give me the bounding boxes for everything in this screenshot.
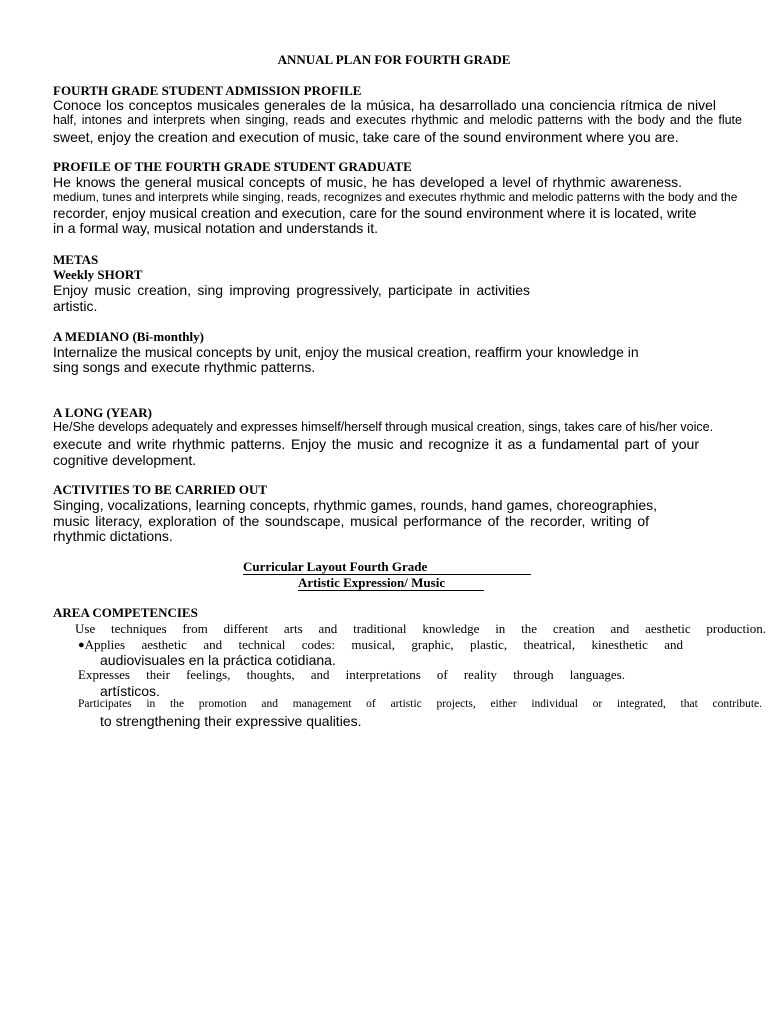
admission-heading: FOURTH GRADE STUDENT ADMISSION PROFILE — [53, 83, 362, 98]
activities-line-2: music literacy, exploration of the soundscape, musical performance of the recorder, writing of — [53, 513, 649, 529]
goals-short-line-2: artistic. — [53, 298, 98, 314]
competency-item-3-line-2: artísticos. — [100, 683, 160, 699]
admission-line-2: half, intones and interprets when singing, reads and executes rhythmic and melodic patterns with the body and the flute — [53, 113, 742, 127]
competency-item-4-line-1: Participates in the promotion and management of artistic projects, either individual or integrated, that contribute. — [78, 698, 762, 710]
graduate-heading: PROFILE OF THE FOURTH GRADE STUDENT GRADUATE — [53, 159, 412, 174]
goals-long-line-3: cognitive development. — [53, 452, 197, 468]
goals-heading: METAS — [53, 252, 99, 267]
goals-short-heading: Weekly SHORT — [53, 267, 143, 282]
goals-medium-line-2: sing songs and execute rhythmic patterns. — [53, 359, 316, 375]
activities-line-3: rhythmic dictations. — [53, 528, 173, 544]
document-title: ANNUAL PLAN FOR FOURTH GRADE — [277, 52, 511, 67]
competency-item-1: Use techniques from different arts and traditional knowledge in the creation and aesthetic production. — [75, 621, 766, 636]
activities-heading: ACTIVITIES TO BE CARRIED OUT — [53, 482, 268, 497]
goals-long-line-2: execute and write rhythmic patterns. Enjoy the music and recognize it as a fundamental part of your — [53, 436, 699, 452]
curricular-layout-title: Curricular Layout Fourth Grade — [243, 559, 428, 574]
competency-item-3-line-1: Expresses their feelings, thoughts, and interpretations of reality through languages. — [78, 667, 625, 682]
goals-long-heading: A LONG (YEAR) — [53, 405, 152, 420]
artistic-expression-underline — [298, 590, 484, 591]
competency-item-2-line-1 — [78, 638, 683, 653]
goals-long-line-1: He/She develops adequately and expresses himself/herself through musical creation, sings, takes care of his/her voice. — [53, 420, 714, 434]
graduate-line-4: in a formal way, musical notation and understands it. — [53, 220, 379, 236]
admission-text-line — [53, 98, 716, 112]
graduate-line-3: recorder, enjoy musical creation and execution, care for the sound environment where it is located, write — [53, 205, 697, 221]
goals-short-line-1: Enjoy music creation, sing improving progressively, participate in activities — [53, 282, 530, 298]
admission-line-3: sweet, enjoy the creation and execution of music, take care of the sound environment where you are. — [53, 129, 679, 145]
admission-line-1: Conoce los conceptos musicales generales de la música, ha desarrollado una conciencia rítmica de nivel — [53, 97, 716, 113]
activities-line-1: Singing, vocalizations, learning concepts, rhythmic games, rounds, hand games, choreographies, — [53, 497, 657, 513]
competencies-heading: AREA COMPETENCIES — [53, 605, 198, 620]
bullet-icon: ● — [78, 639, 85, 651]
competency-item-4-line-2: to strengthening their expressive qualities. — [100, 713, 362, 729]
goals-medium-heading: A MEDIANO (Bi-monthly) — [53, 329, 204, 344]
graduate-line-1: He knows the general musical concepts of music, he has developed a level of rhythmic awareness. — [53, 174, 682, 190]
goals-medium-line-1: Internalize the musical concepts by unit, enjoy the musical creation, reaffirm your knowledge in — [53, 344, 639, 360]
competency-item-2-line-2: audiovisuales en la práctica cotidiana. — [100, 652, 336, 668]
artistic-expression-title: Artistic Expression/ Music — [298, 575, 446, 590]
competency-item-2-text: Applies aesthetic and technical codes: musical, graphic, plastic, theatrical, kinesthetic and — [84, 637, 683, 652]
graduate-line-2: medium, tunes and interprets while singing, reads, recognizes and executes rhythmic and melodic patterns with the body and the — [53, 190, 738, 204]
